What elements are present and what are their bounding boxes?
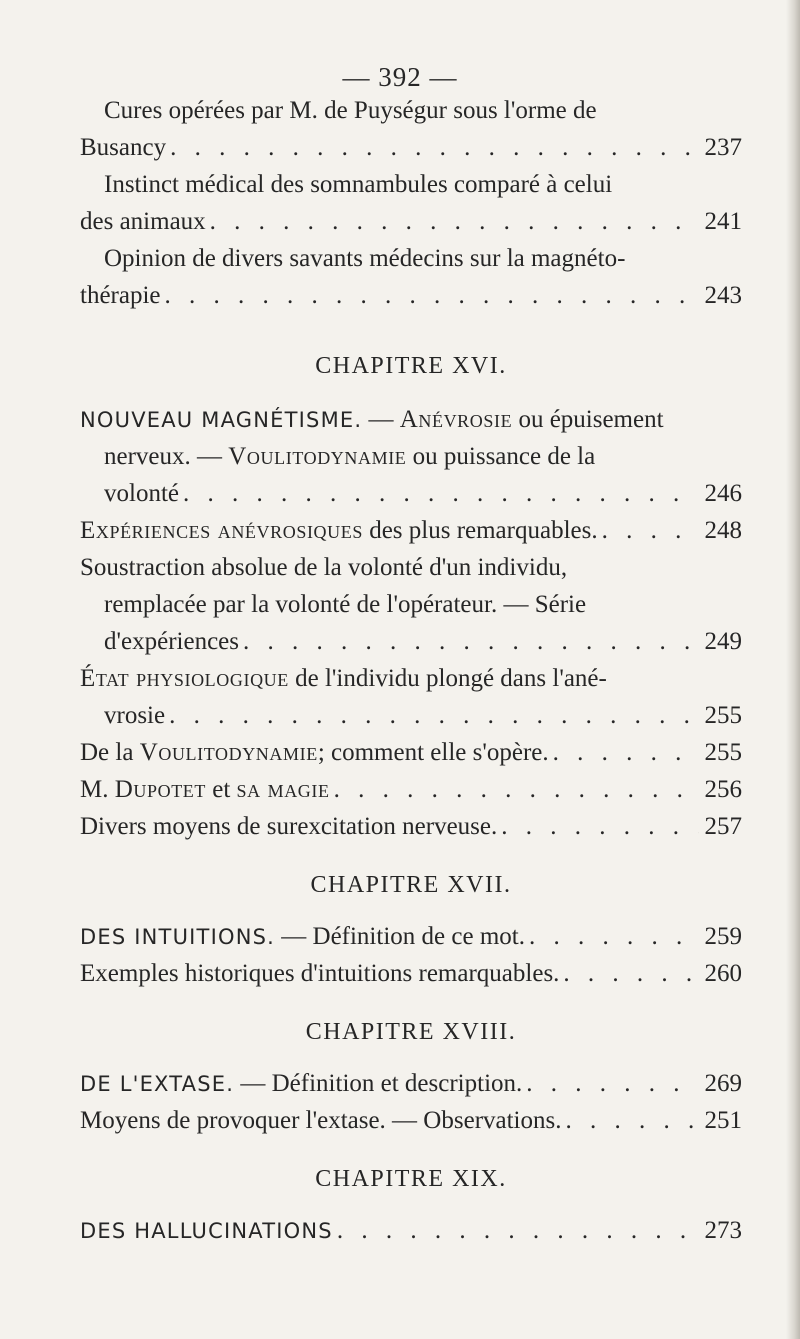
- dot-leader: [183, 475, 699, 512]
- toc-entry-text: Opinion de divers savants médecins sur la magnéto-: [104, 245, 626, 272]
- toc-page-number: 269: [704, 1070, 742, 1097]
- toc-page-number: 248: [704, 517, 742, 544]
- chapter-heading: CHAPITRE XIX.: [315, 1166, 507, 1192]
- toc-entry-line: [80, 697, 742, 734]
- toc-entry-line: [80, 129, 742, 166]
- toc-entry-text: Instinct médical des somnambules comparé à celui: [104, 171, 613, 198]
- toc-entry-line: [80, 549, 742, 586]
- text-fragment: M.: [80, 776, 115, 803]
- toc-entry-text: [80, 918, 525, 956]
- toc-page-number: 259: [704, 923, 742, 950]
- toc-page-number: 241: [704, 208, 742, 235]
- text-fragment: ou épuisement: [512, 406, 664, 433]
- dot-leader: [334, 771, 699, 808]
- dot-leader: [565, 1102, 698, 1139]
- toc-entry-text: d'expériences: [104, 628, 239, 655]
- text-fragment: De la: [80, 739, 140, 766]
- page-edge-shadow: [786, 0, 800, 1339]
- text-fragment: ; comment elle s'opère.: [317, 739, 549, 766]
- dot-leader: [165, 277, 699, 314]
- small-caps-term: Anévrosie: [399, 406, 513, 433]
- toc-entry-line: [80, 203, 742, 240]
- toc-page-number: 260: [704, 960, 742, 987]
- dot-leader: [553, 734, 699, 771]
- dot-leader: [529, 918, 699, 955]
- toc-entry-line: [80, 918, 742, 955]
- toc-entry-text: Moyens de provoquer l'extase. — Observations.: [80, 1107, 562, 1134]
- toc-entry-line: [80, 955, 742, 992]
- dot-leader: [563, 955, 698, 992]
- section-title-caps: DE L'EXTASE.: [80, 1072, 235, 1096]
- text-fragment: nerveux. —: [104, 443, 229, 470]
- toc-entry-text: Cures opérées par M. de Puységur sous l'orme de: [104, 97, 597, 124]
- toc-entry-line: [80, 512, 742, 549]
- dot-leader: [526, 1065, 698, 1102]
- toc-entry-text: [80, 771, 330, 808]
- toc-entry-line: [80, 401, 742, 438]
- toc-page-number: 251: [704, 1107, 742, 1134]
- small-caps-term: Voulitodynamie: [228, 443, 407, 470]
- toc-entry-text: Exemples historiques d'intuitions remarquables.: [80, 960, 560, 987]
- toc-entry-text: [80, 512, 598, 549]
- toc-page-number: 243: [704, 282, 742, 309]
- section-title-caps: DES HALLUCINATIONS: [80, 1219, 333, 1243]
- toc-entry-line: [80, 623, 742, 660]
- toc-entry-line: [80, 1102, 742, 1139]
- toc-entry-text: Busancy: [80, 134, 167, 161]
- toc-entry-line: [80, 734, 742, 771]
- toc-entry-line: [80, 660, 742, 697]
- toc-entry-line: [80, 475, 742, 512]
- toc-page-number: 257: [704, 813, 742, 840]
- toc-entry-line: [80, 438, 742, 475]
- text-fragment: de l'individu plongé dans l'ané-: [288, 665, 607, 692]
- dot-leader: [337, 1212, 699, 1249]
- text-fragment: des plus remarquables.: [362, 517, 598, 544]
- toc-page-number: 256: [704, 776, 742, 803]
- toc-entry-line: [80, 808, 742, 845]
- toc-entry-text: Divers moyens de surexcitation nerveuse.: [80, 813, 498, 840]
- text-fragment: — Définition et description.: [234, 1070, 523, 1097]
- toc-page-number: 249: [704, 628, 742, 655]
- table-of-contents: [80, 92, 742, 1249]
- toc-entry-line: [80, 277, 742, 314]
- toc-entry-text: [104, 438, 595, 475]
- toc-entry-text: Soustraction absolue de la volonté d'un individu,: [80, 554, 568, 581]
- toc-entry-text: [80, 660, 607, 697]
- dot-leader: [210, 203, 699, 240]
- toc-page-number: 246: [704, 480, 742, 507]
- toc-entry-line: [80, 92, 742, 129]
- small-caps-term: Voulitodynamie: [139, 739, 318, 766]
- toc-page-number: 237: [704, 134, 742, 161]
- toc-page-number: 273: [704, 1217, 742, 1244]
- toc-entry-text: [80, 1065, 522, 1103]
- toc-entry-text: [80, 734, 549, 771]
- dot-leader: [169, 697, 698, 734]
- toc-entry-text: volonté: [104, 480, 179, 507]
- chapter-heading: CHAPITRE XVIII.: [305, 1019, 517, 1045]
- dot-leader: [602, 512, 699, 549]
- dot-leader: [501, 808, 698, 845]
- chapter-heading: CHAPITRE XVII.: [310, 872, 512, 898]
- toc-entry-line: [80, 166, 742, 203]
- dot-leader: [243, 623, 699, 660]
- toc-page-number: 255: [704, 739, 742, 766]
- text-fragment: — Définition de ce mot.: [275, 923, 525, 950]
- toc-entry-text: des animaux: [80, 208, 206, 235]
- toc-entry-text: thérapie: [80, 282, 161, 309]
- toc-entry-line: [80, 1212, 742, 1249]
- section-title-caps: NOUVEAU MAGNÉTISME.: [80, 408, 363, 432]
- dot-leader: [170, 129, 698, 166]
- toc-entry-text: [80, 401, 664, 439]
- page-number: — 392 —: [342, 62, 458, 92]
- toc-entry-line: [80, 240, 742, 277]
- chapter-heading: CHAPITRE XVI.: [315, 353, 507, 379]
- text-fragment: et: [205, 776, 237, 803]
- toc-entry-line: [80, 1065, 742, 1102]
- small-caps-term: sa magie: [236, 776, 330, 803]
- text-fragment: —: [362, 406, 400, 433]
- small-caps-term: Dupotet: [114, 776, 206, 803]
- toc-page-number: 255: [704, 702, 742, 729]
- text-fragment: ou puissance de la: [406, 443, 596, 470]
- toc-entry-line: [80, 586, 742, 623]
- toc-entry-text: remplacée par la volonté de l'opérateur. — Série: [104, 591, 587, 618]
- toc-entry-line: [80, 771, 742, 808]
- section-title-caps: DES INTUITIONS.: [80, 925, 276, 949]
- small-caps-term: Expériences anévrosiques: [80, 517, 363, 544]
- toc-entry-text: [80, 1212, 333, 1250]
- toc-entry-text: vrosie: [104, 702, 166, 729]
- small-caps-term: État physiologique: [80, 665, 289, 692]
